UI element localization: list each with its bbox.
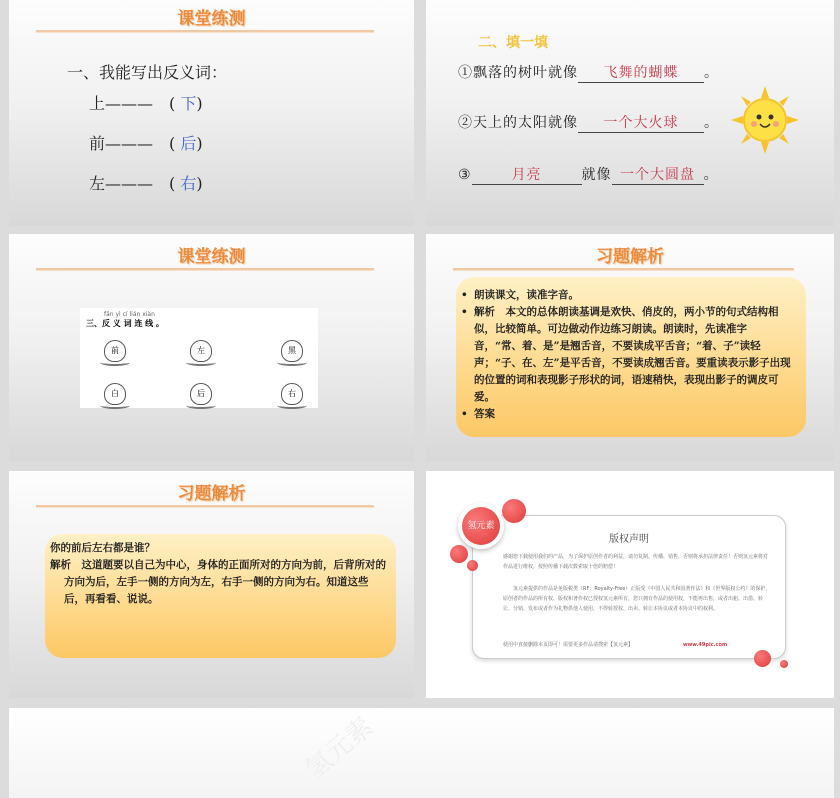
punct: 。	[704, 65, 719, 81]
slide-2[interactable]	[426, 0, 834, 226]
peach-word: 左	[190, 340, 212, 362]
prompt: ①飘落的树叶就像	[458, 65, 578, 81]
antonym-list	[89, 84, 203, 204]
antonym-row: 前——— ( 后)	[89, 134, 203, 153]
prompt: ②天上的太阳就像	[458, 115, 578, 131]
logo: 氢元素	[462, 507, 500, 545]
website-link[interactable]: www.49pic.com	[683, 642, 728, 648]
bullet-item: • 朗读课文，读准字音。	[456, 287, 794, 304]
slide-5[interactable]	[9, 471, 414, 698]
sun-icon	[731, 86, 799, 154]
answer: 下	[180, 94, 197, 113]
fill-item	[458, 112, 719, 133]
copyright-paragraph: 氢元素提供的作品是免版税类（RF：Royalty-Free）正版受《中国人民共和国著作法》和《世界版权公约》的保护，原创者的作品的所有权、版权和著作权已授权氢元素所有，您只拥有作品的使用权，不能再出售，或者出租、出借、转让、分销、发布或者作为礼物供他人使用，不得转授权、出卖、转让本协议或者本协议中的权利。	[503, 586, 771, 612]
decor-dot	[754, 650, 771, 667]
question: 你的前后左右都是谁？	[50, 542, 155, 554]
title-divider	[36, 505, 374, 508]
title-divider	[36, 30, 374, 33]
analysis: 解析 这道题要以自己为中心，身体的正面所对的方向为前，后背所对的方向为后，左手一侧的方向为左，右手一侧的方向为右。知道这些后，再看看、说说。	[50, 559, 386, 605]
slide-title: 习题解析	[596, 247, 664, 267]
copyright-title: 版权声明	[609, 534, 649, 545]
section-heading: 二、填一填	[478, 35, 548, 51]
antonym-row: 上——— ( 下)	[89, 94, 203, 113]
slide-3[interactable]	[9, 234, 414, 461]
copyright-footer: 使用中直接删除本页即可！需要更多作品请搜索【氢元素】	[503, 642, 634, 648]
slide-title: 课堂练测	[177, 9, 246, 29]
title-divider	[453, 268, 794, 271]
punct: 。	[703, 167, 719, 183]
answer: 一个大圆盘	[612, 164, 704, 185]
bullet-item: • 答案	[456, 406, 794, 423]
slide-1[interactable]	[9, 0, 414, 226]
answer: 右	[180, 174, 197, 193]
peach-word: 白	[104, 383, 126, 405]
question: 一、我能写出反义词：	[67, 63, 228, 82]
slide-6[interactable]	[426, 471, 834, 698]
decor-dot	[780, 660, 788, 668]
slide-title: 课堂练测	[177, 247, 246, 267]
antonym-row: 左——— ( 右)	[89, 174, 203, 193]
explanation-box	[456, 277, 806, 437]
watermark: 氢元素	[300, 711, 380, 785]
decor-dot	[467, 560, 478, 571]
word: 左	[89, 174, 106, 193]
decor-dot	[502, 499, 526, 523]
answer: 月亮	[472, 164, 582, 185]
title-divider	[36, 268, 374, 271]
pinyin: fǎn yì cí lián xiàn	[104, 311, 155, 318]
slide-title: 习题解析	[177, 484, 246, 504]
answer: 一个大火球	[578, 112, 704, 133]
punct: 。	[704, 115, 719, 131]
peach-word: 右	[281, 383, 303, 405]
word: 前	[89, 134, 106, 153]
peach-word: 黑	[281, 340, 303, 362]
explanation-box	[45, 534, 396, 658]
instruction: 三、反 义 词 连 线 。	[86, 319, 164, 328]
peach-word: 后	[190, 383, 212, 405]
answer: 飞舞的蝴蝶	[578, 62, 704, 83]
prompt: ③	[458, 167, 472, 183]
worksheet-image	[80, 308, 318, 408]
bullet-item: • 解析 本文的总体朗读基调是欢快、俏皮的，两小节的句式结构相似，比较简单。可边做动作边练习朗读。朗读时，先读准字音，“常、着、是”是翘舌音，不要读成平舌音；“着、子”读轻声；“子、在、左”是平舌音，不要读成翘舌音。要重读表示影子出现的位置的词和表现影子形状的词，语速稍快，表现出影子的调皮可爱。	[456, 304, 794, 406]
word: 上	[89, 94, 106, 113]
prompt: 就像	[581, 167, 612, 183]
fill-item	[458, 62, 719, 83]
logo-ring	[458, 503, 504, 549]
answer: 后	[180, 134, 197, 153]
slide-7[interactable]	[9, 708, 834, 798]
copyright-card	[472, 515, 786, 659]
peach-word: 前	[104, 340, 126, 362]
slide-4[interactable]	[426, 234, 834, 461]
fill-item	[458, 164, 719, 185]
copyright-paragraph: 感谢您下载使用我们的产品，为了保护原创作者的利益，请勿复制、传播、销售，否则将承担法律责任！否则氢元素将对作品进行维权，按照传播下载次数索取十倍的赔偿！	[503, 554, 769, 570]
decor-dot	[450, 545, 468, 563]
